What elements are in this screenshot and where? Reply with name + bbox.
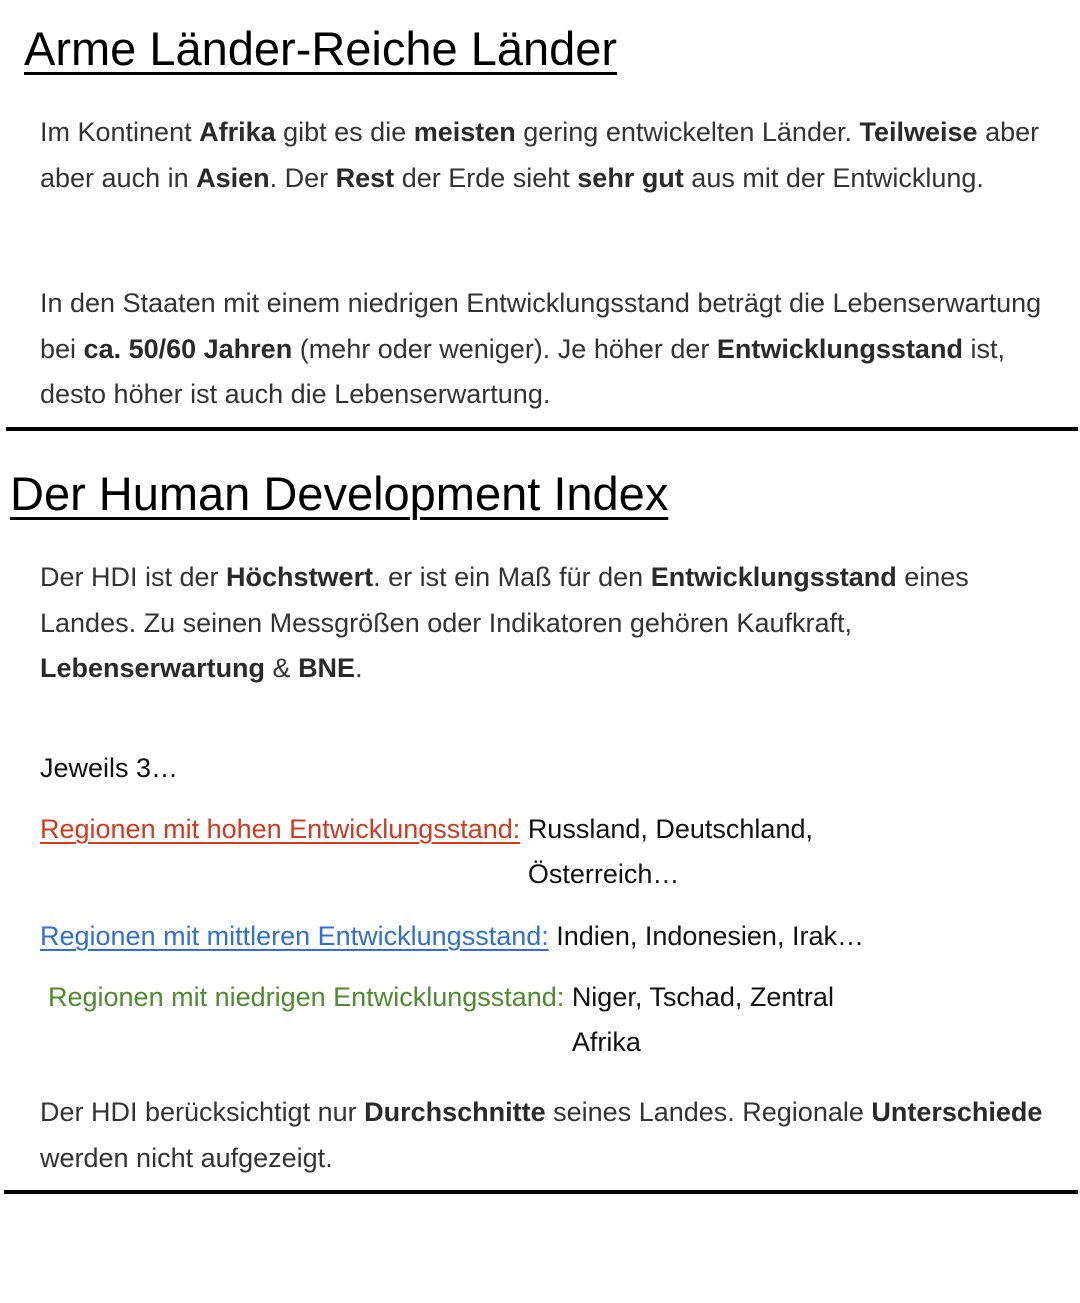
region-high-countries: Russland, Deutschland, Österreich… (527, 814, 813, 889)
bold-term: Unterschiede (871, 1097, 1043, 1127)
paragraph-afrika-entwicklung: Im Kontinent Afrika gibt es die meisten gering entwickelten Länder. Teilweise aber aber auch in Asien. Der Rest der Erde sieht sehr gut aus mit der Entwicklung. (40, 117, 1040, 193)
bold-term: Lebenserwartung (40, 653, 266, 683)
region-low-countries: Niger, Tschad, Zentral Afrika (571, 982, 834, 1057)
region-high-label: Regionen mit hohen Entwicklungsstand: (40, 814, 521, 844)
region-low-label: Regionen mit niedrigen Entwicklungsstand: (48, 982, 565, 1012)
bold-term: Rest (335, 162, 395, 193)
section-title-arme-reiche-laender: Arme Länder-Reiche Länder (24, 22, 618, 75)
bold-term: Entwicklungsstand (650, 562, 897, 592)
paragraph-hdi-durchschnitte: Der HDI berücksichtigt nur Durchschnitte seines Landes. Regionale Unterschiede werden nicht aufgezeigt. (40, 1097, 1043, 1173)
section-divider (6, 427, 1078, 431)
bold-term: Höchstwert (226, 562, 374, 592)
region-mid-countries: Indien, Indonesien, Irak… (556, 921, 864, 951)
paragraph-lebenserwartung: In den Staaten mit einem niedrigen Entwicklungsstand beträgt die Lebenserwartung bei ca. 50/60 Jahren (mehr oder weniger). Je höher der Entwicklungsstand ist, desto höher ist auch die Lebenserwartung. (40, 288, 1042, 409)
bold-term: Durchschnitte (364, 1097, 546, 1127)
region-mid-development (40, 914, 864, 959)
bold-term: Asien (196, 162, 270, 193)
bold-term: ca. 50/60 Jahren (83, 333, 293, 364)
section-title-hdi: Der Human Development Index (10, 467, 669, 520)
region-high-development (40, 807, 868, 897)
bold-term: sehr gut (577, 162, 684, 193)
bold-term: Afrika (199, 117, 276, 147)
section-divider-bottom (4, 1190, 1078, 1194)
bold-term: Teilweise (859, 117, 978, 147)
jeweils-label: Jeweils 3… (40, 753, 179, 783)
bold-term: meisten (413, 117, 516, 147)
region-low-development (48, 975, 882, 1065)
bold-term: BNE (298, 653, 356, 683)
bold-term: Entwicklungsstand (716, 333, 963, 364)
region-mid-label: Regionen mit mittleren Entwicklungsstand: (40, 921, 549, 951)
paragraph-hdi-definition: Der HDI ist der Höchstwert. er ist ein Maß für den Entwicklungsstand eines Landes. Zu seinen Messgrößen oder Indikatoren gehören Kaufkraft, Lebenserwartung & BNE. (40, 562, 969, 683)
